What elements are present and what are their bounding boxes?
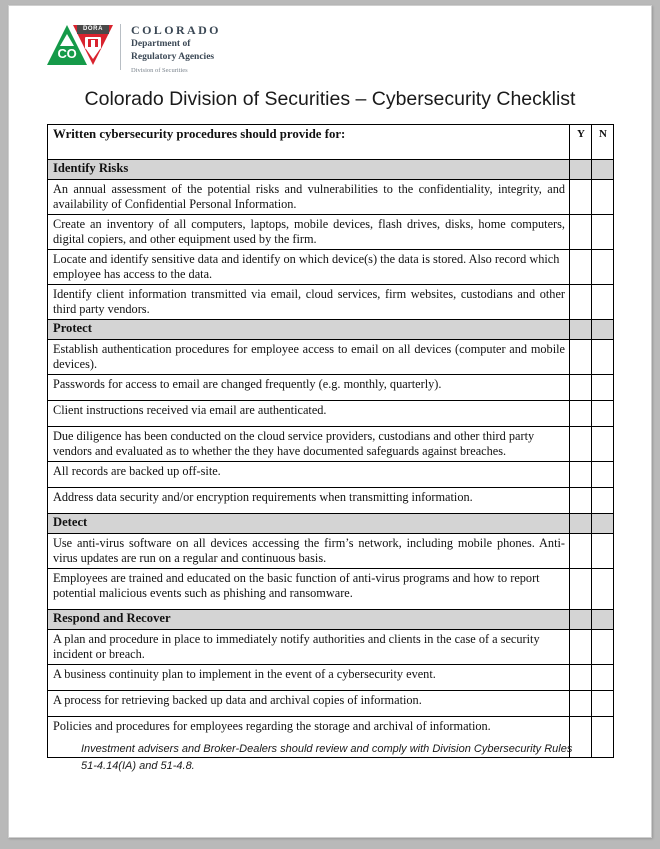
checkbox-yes[interactable] (570, 285, 592, 320)
checkbox-no[interactable] (592, 534, 614, 569)
compliance-footnote: Investment advisers and Broker-Dealers should review and comply with Division Cybersecurity Rules 51-4.14(IA) and 51-4.8. (81, 743, 573, 772)
checkbox-no[interactable] (592, 215, 614, 250)
dora-emblem-icon (85, 37, 101, 49)
checklist-item-text: Address data security and/or encryption requirements when transmitting information. (48, 488, 570, 514)
table-row (48, 215, 614, 250)
table-row (48, 569, 614, 610)
checkbox-no[interactable] (592, 427, 614, 462)
checklist-item-text: A plan and procedure in place to immediately notify authorities and clients in the case of a security incident or breach. (48, 630, 570, 665)
checkbox-yes[interactable] (570, 569, 592, 610)
checkbox-yes[interactable] (570, 401, 592, 427)
header-prompt-cell: Written cybersecurity procedures should provide for: (48, 125, 570, 160)
dora-cone-icon (86, 49, 100, 59)
section-label: Respond and Recover (48, 610, 570, 630)
section-label: Identify Risks (48, 160, 570, 180)
header-yes-cell: Y (570, 125, 592, 160)
section-header-row-detect (48, 514, 614, 534)
checklist-body (48, 125, 614, 758)
checklist-item-text: Passwords for access to email are changed frequently (e.g. monthly, quarterly). (48, 375, 570, 401)
table-row (48, 534, 614, 569)
checklist-item-text: An annual assessment of the potential risks and vulnerabilities to the confidentiality, integrity, and availability of Confidential Personal Information. (48, 180, 570, 215)
checkbox-yes[interactable] (570, 215, 592, 250)
table-row (48, 427, 614, 462)
document-page (8, 5, 652, 838)
dora-wordmark-label: DORA (77, 25, 109, 34)
table-row (48, 665, 614, 691)
agency-wordmark (131, 21, 221, 76)
section-no-cell (592, 610, 614, 630)
section-label: Protect (48, 320, 570, 340)
section-no-cell (592, 160, 614, 180)
letterhead-divider (120, 24, 121, 70)
table-header-row (48, 125, 614, 160)
checkbox-no[interactable] (592, 630, 614, 665)
section-header-row-identify-risks (48, 160, 614, 180)
section-header-row-respond-and-recover (48, 610, 614, 630)
checkbox-no[interactable] (592, 462, 614, 488)
table-row (48, 340, 614, 375)
table-row (48, 250, 614, 285)
checklist-item-text: Policies and procedures for employees regarding the storage and archival of information. (48, 717, 570, 758)
co-abbreviation-label: CO (57, 46, 77, 61)
checkbox-yes[interactable] (570, 691, 592, 717)
table-row (48, 180, 614, 215)
table-row (48, 691, 614, 717)
checklist-item-text: Employees are trained and educated on the basic function of anti-virus programs and how to report potential malicious events such as phishing and ransomware. (48, 569, 570, 610)
table-row (48, 375, 614, 401)
table-row (48, 488, 614, 514)
checkbox-no[interactable] (592, 691, 614, 717)
section-label: Detect (48, 514, 570, 534)
mountain-peak-icon (60, 34, 74, 46)
checkbox-yes[interactable] (570, 462, 592, 488)
table-row (48, 285, 614, 320)
checkbox-yes[interactable] (570, 488, 592, 514)
section-yes-cell (570, 610, 592, 630)
section-no-cell (592, 514, 614, 534)
division-label: Division of Securities (131, 67, 188, 74)
cybersecurity-checklist-table (47, 124, 614, 758)
checklist-item-text: Client instructions received via email are authenticated. (48, 401, 570, 427)
checkbox-no[interactable] (592, 401, 614, 427)
agency-letterhead (47, 21, 221, 76)
checklist-item-text: Identify client information transmitted via email, cloud services, firm websites, custodians and other third party vendors. (48, 285, 570, 320)
checklist-item-text: All records are backed up off-site. (48, 462, 570, 488)
section-no-cell (592, 320, 614, 340)
checkbox-no[interactable] (592, 375, 614, 401)
checkbox-yes[interactable] (570, 340, 592, 375)
checkbox-yes[interactable] (570, 534, 592, 569)
checkbox-yes[interactable] (570, 665, 592, 691)
checkbox-no[interactable] (592, 340, 614, 375)
checkbox-no[interactable] (592, 488, 614, 514)
checkbox-yes[interactable] (570, 427, 592, 462)
checkbox-yes[interactable] (570, 375, 592, 401)
checkbox-no[interactable] (592, 717, 614, 758)
checkbox-yes[interactable] (570, 180, 592, 215)
checkbox-yes[interactable] (570, 630, 592, 665)
section-yes-cell (570, 320, 592, 340)
section-yes-cell (570, 514, 592, 534)
checklist-item-text: Use anti-virus software on all devices accessing the firm’s network, including mobile phones. Anti-virus updates are run on a regular and continuous basis. (48, 534, 570, 569)
checkbox-no[interactable] (592, 285, 614, 320)
checklist-item-text: A process for retrieving backed up data and archival copies of information. (48, 691, 570, 717)
section-header-row-protect (48, 320, 614, 340)
table-row (48, 630, 614, 665)
table-row (48, 401, 614, 427)
checkbox-no[interactable] (592, 180, 614, 215)
dora-colorado-logo-icon (47, 21, 111, 69)
page-title: Colorado Division of Securities – Cybersecurity Checklist (84, 88, 576, 110)
department-line-1: Department of (131, 39, 191, 49)
checklist-item-text: Establish authentication procedures for employee access to email on all devices (computer and mobile devices). (48, 340, 570, 375)
section-yes-cell (570, 160, 592, 180)
header-no-cell: N (592, 125, 614, 160)
checkbox-no[interactable] (592, 665, 614, 691)
table-row (48, 462, 614, 488)
checklist-item-text: Due diligence has been conducted on the cloud service providers, custodians and other third party vendors and evaluated as to whether the they have documented safeguards against breaches. (48, 427, 570, 462)
department-line-2: Regulatory Agencies (131, 52, 215, 62)
checkbox-no[interactable] (592, 569, 614, 610)
checklist-item-text: Locate and identify sensitive data and identify on which device(s) the data is stored. Also record which employee has access to the data. (48, 250, 570, 285)
checkbox-yes[interactable] (570, 250, 592, 285)
checklist-table-container (47, 124, 613, 758)
state-name-label: COLORADO (131, 23, 221, 37)
checklist-item-text: Create an inventory of all computers, laptops, mobile devices, flash drives, disks, home computers, digital copiers, and other equipment used by the firm. (48, 215, 570, 250)
checkbox-no[interactable] (592, 250, 614, 285)
checklist-item-text: A business continuity plan to implement in the event of a cybersecurity event. (48, 665, 570, 691)
